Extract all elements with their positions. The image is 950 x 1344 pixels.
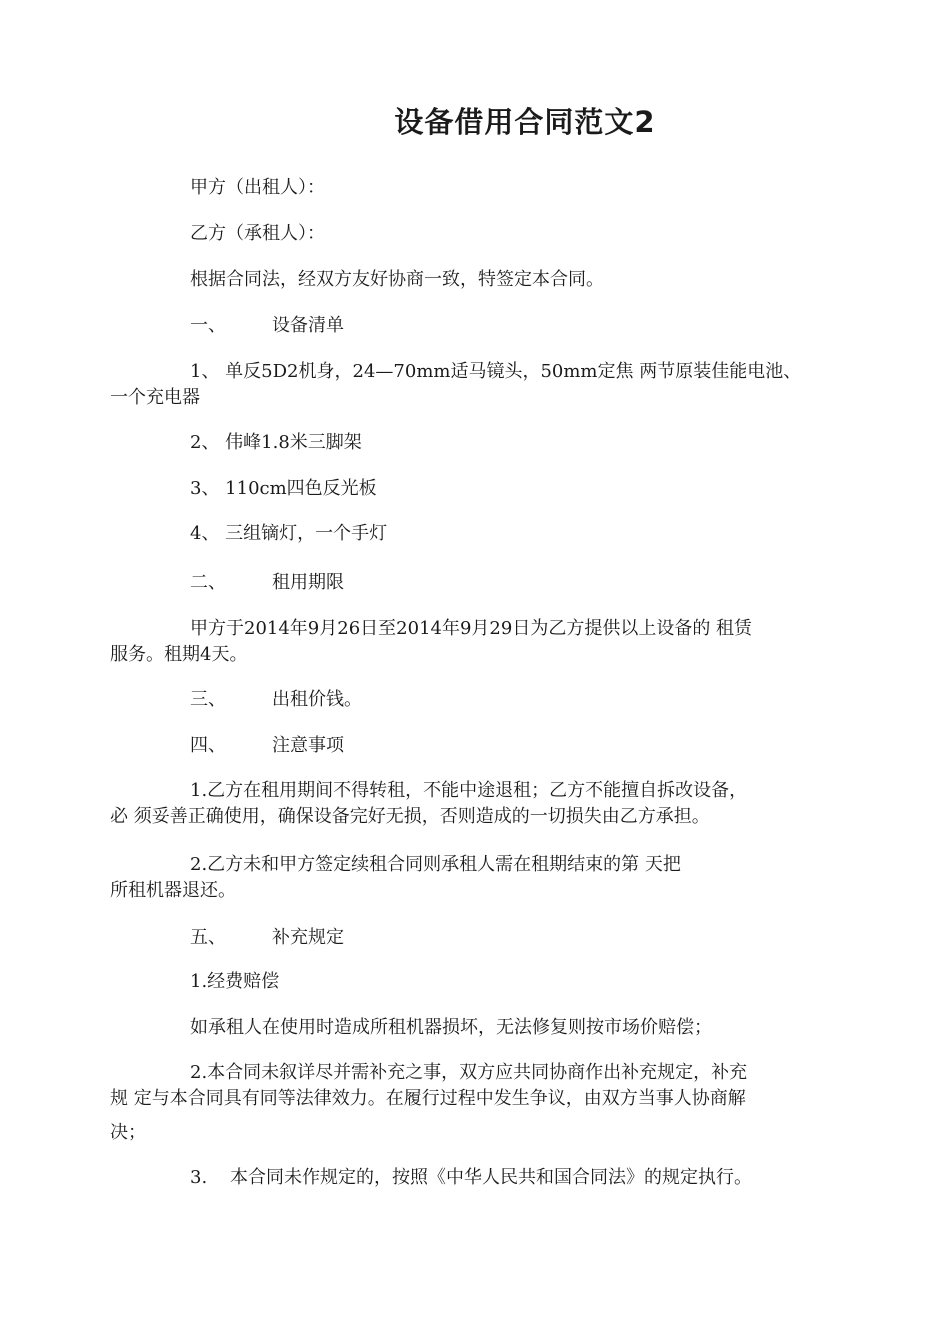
section-1-heading xyxy=(190,313,344,339)
party-b-line: 乙方（承租人）： xyxy=(190,223,325,244)
note-1-paragraph: 1.乙方在租用期间不得转租，不能中途退租；乙方不能擅自拆改设备， xyxy=(190,780,748,801)
term-paragraph: 甲方于2014年9月26日至2014年9月29日为乙方提供以上设备的 租赁 xyxy=(190,618,753,639)
supplement-2-paragraph-line-2: 规 定与本合同具有同等法律效力。在履行过程中发生争议，由双方当事人协商解 xyxy=(110,1088,746,1109)
note-1-paragraph-continued: 必 须妥善正确使用，确保设备完好无损，否则造成的一切损失由乙方承担。 xyxy=(110,806,710,827)
supplement-3-number: 3. xyxy=(190,1167,208,1188)
equipment-item-3: 3、 110cm四色反光板 xyxy=(190,478,377,499)
section-3-title: 出租价钱。 xyxy=(272,689,362,710)
equipment-item-1: 1、 单反5D2机身，24—70mm适马镜头，50mm定焦 两节原装佳能电池、 xyxy=(190,361,802,382)
section-4-title: 注意事项 xyxy=(272,735,344,756)
section-1-number: 一、 xyxy=(190,315,226,336)
section-3-number: 三、 xyxy=(190,689,226,710)
section-2-heading xyxy=(190,570,344,596)
section-3-heading xyxy=(190,687,362,713)
section-5-heading xyxy=(190,925,344,951)
section-1-title: 设备清单 xyxy=(272,315,344,336)
section-4-number: 四、 xyxy=(190,735,226,756)
supplement-3-text: 本合同未作规定的，按照《中华人民共和国合同法》的规定执行。 xyxy=(230,1167,752,1188)
term-paragraph-continued: 服务。租期4天。 xyxy=(110,644,248,665)
section-2-title: 租用期限 xyxy=(272,572,344,593)
supplement-2-paragraph-line-3: 决； xyxy=(110,1122,146,1143)
equipment-item-2: 2、 伟峰1.8米三脚架 xyxy=(190,432,362,453)
intro-paragraph: 根据合同法，经双方友好协商一致，特签定本合同。 xyxy=(190,269,604,290)
equipment-item-1-continued: 一个充电器 xyxy=(110,387,200,408)
supplement-1-body: 如承租人在使用时造成所租机器损坏，无法修复则按市场价赔偿； xyxy=(190,1017,712,1038)
note-2-paragraph-continued: 所租机器退还。 xyxy=(110,880,236,901)
document-title: 设备借用合同范文2 xyxy=(394,105,656,139)
section-4-heading xyxy=(190,733,344,759)
note-2-paragraph: 2.乙方未和甲方签定续租合同则承租人需在租期结束的第 天把 xyxy=(190,854,681,875)
supplement-1-heading: 1.经费赔偿 xyxy=(190,971,280,992)
equipment-item-4: 4、 三组镝灯，一个手灯 xyxy=(190,523,388,544)
section-5-number: 五、 xyxy=(190,927,226,948)
supplement-2-paragraph: 2.本合同未叙详尽并需补充之事，双方应共同协商作出补充规定，补充 xyxy=(190,1062,748,1083)
supplement-3-paragraph xyxy=(190,1165,752,1191)
section-5-title: 补充规定 xyxy=(272,927,344,948)
party-a-line: 甲方（出租人）： xyxy=(190,177,325,198)
section-2-number: 二、 xyxy=(190,572,226,593)
